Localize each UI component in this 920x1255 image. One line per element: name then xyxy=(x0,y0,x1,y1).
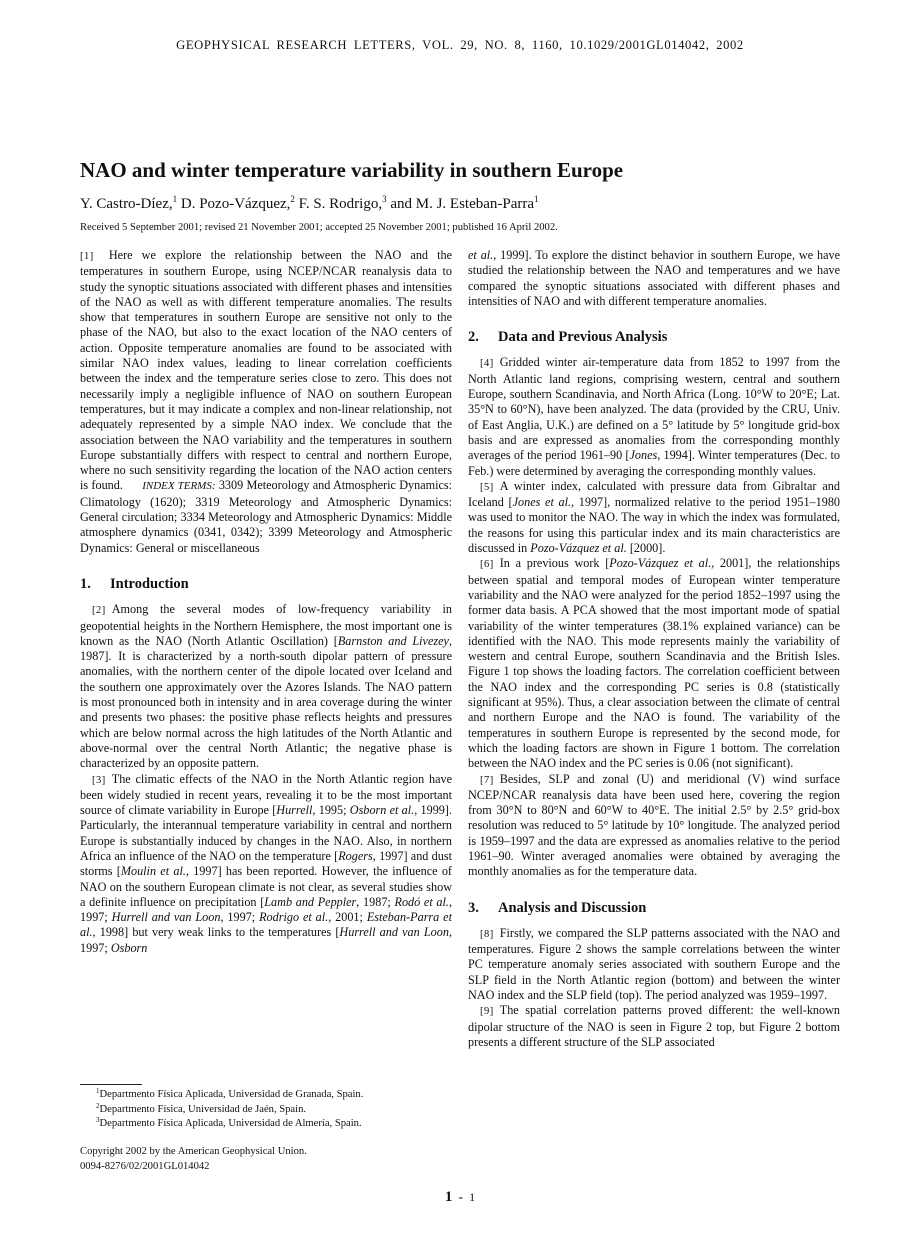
text-run: , 1997] has been reported. However, the influence of NAO on the southern European climate is not clear, as several studies show a definite influence on precipitation [ xyxy=(80,864,452,909)
paragraph-number: [3] xyxy=(92,774,106,786)
citation-author: Esteban-Parra et al. xyxy=(80,910,452,940)
text-run: Firstly, we compared the SLP patterns associated with the NAO and temperatures. Figure 2 shows the sample correlations between the winter PC temperature anomaly series associated with southern Europe and the SLP field in the North Atlantic region (bottom) and between the winter NAO index and the SLP field (top). The period analyzed was 1959–1997. xyxy=(468,925,840,1003)
text-run: , 1997; xyxy=(80,894,452,925)
citation-author: Jones et al. xyxy=(512,495,572,510)
abstract-text: Here we explore the relationship between the NAO and the temperatures in southern Europe, using NCEP/NCAR reanalysis data to study the synoptic situations associated with different phases and intensities of the NAO as well as with different temperature anomalies. The results show that temperatures in southern Europe are sensitive not only to the phase of the NAO, but also to the exact location of the NAO centers of action. Opposite temperature anomalies are found to be associated with similar NAO index values, leading to linear correlation coefficients between the index and the temperature series close to zero. This does not necessarily imply a negligible influence of NAO on southern European temperatures, but it may indicate a complex and non-linear relationship, not adequately represented by a simple NAO index. We conclude that the association between the NAO variability and the temperatures in southern Europe substantially differs with respect to central and northern Europe, where no such sensitivity regarding the location of the NAO action centers is found. xyxy=(80,248,453,493)
footnote-divider xyxy=(80,1084,142,1085)
section-heading-analysis: 3. Analysis and Discussion xyxy=(468,899,647,916)
text-run: The climatic effects of the NAO in the North Atlantic region have been widely studied in recent years, revealing it to be the most important source of climate variability in Europe [ xyxy=(80,771,452,818)
footnote: $^2$Departmento Física, Universidad de Jaén, Spain. xyxy=(96,1101,307,1115)
running-head: GEOPHYSICAL RESEARCH LETTERS, VOL. 29, NO. 8, 1160, 10.1029/2001GL014042, 2002 xyxy=(176,38,744,52)
author: D. Pozo-Vázquez,$^2$ xyxy=(177,194,295,212)
author-list xyxy=(80,196,539,213)
footnote: $^1$Departmento Física Aplicada, Universidad de Granada, Spain. xyxy=(96,1087,364,1100)
paragraph-number: [4] xyxy=(480,358,494,370)
citation-author: Rodó et al. xyxy=(394,894,449,909)
citation-author: Hurrell and van Loon xyxy=(339,925,449,940)
right-column xyxy=(468,248,840,1050)
text-run: , 1998] but very weak links to the temperatures [ xyxy=(92,925,340,940)
paragraph xyxy=(468,926,840,1003)
text-run: A winter index, calculated with pressure data from Gibraltar and Iceland [ xyxy=(468,478,840,510)
paragraph-number: [5] xyxy=(480,481,494,493)
text-run: In a previous work [ xyxy=(499,556,610,571)
text-run: , 1987; xyxy=(356,894,395,909)
text-run: Besides, SLP and zonal (U) and meridional (V) wind surface NCEP/NCAR reanalysis data have been used here, covering the region from 30°N to 80°N and 60°W to 40°E. The initial 2.5° by 2.5° grid-box resolution was reduced to 5° latitude by 10° longitude. The analyzed period is 1959–1997 and the data are expressed as anomalies relative to the period 1961–90. Winter averaged anomalies were obtained by averaging the monthly anomalies as for the temperature data. xyxy=(468,771,840,879)
index-terms: 3309 Meteorology and Atmospheric Dynamics: Climatology (1620); 3319 Meteorology and Atmospheric Dynamics: General circulation; 3334 Meteorology and Atmospheric Dynamics: Middle atmosphere dynamics (0341, 0342); 3399 Meteorology and Atmospheric Dynamics: General or miscellaneous xyxy=(80,478,453,555)
text-run: , 1994]. Winter temperatures (Dec. to Feb.) were determined by averaging the corresponding monthly values. xyxy=(468,448,840,478)
paragraph xyxy=(468,355,840,478)
text-run: , 1997; xyxy=(80,925,452,955)
left-column xyxy=(80,248,452,956)
footnote: $^3$Departmento Física Aplicada, Universidad de Almería, Spain. xyxy=(96,1116,362,1130)
citation-author: Jones xyxy=(629,448,658,463)
text-run: , 2001], the relationships between spatial and temporal modes of European winter temperature variability and the NAO were analyzed for the period 1852–1997 using the former data basis. A PCA showed that the most important mode of spatial variability of the winter temperatures (38.1% explained variance) can be identified with the NAO. This mode represents mainly the variability of western and central Europe, southern Scandinavia and the British Isles. Figure 1 top shows the loading factors. The correlation coefficient between the NAO index and the corresponding PC series is 0.8 (statistically significant at 95%). Thus, a clear association between the climate of central and northern Europe and the NAO is found. The variability of the temperatures in southern Europe is represented by the second mode, for which the loading factors are shown in Figure 1 bottom. The correlation between the NAO index and the PC series is 0.06 (not significant). xyxy=(468,556,840,771)
text-run: , 1997; xyxy=(220,910,260,925)
author: Y. Castro-Díez,$^1$ xyxy=(80,194,178,212)
citation-author: Rodrigo et al. xyxy=(259,910,329,925)
section-heading-data: 2. Data and Previous Analysis xyxy=(468,329,668,346)
text-run: , 1999]. To explore the distinct behavior in southern Europe, we have studied the relationship between the NAO and temperatures and we have compared the synoptic situations associated with different phases and intensities of NAO and with different temperature anomalies. xyxy=(468,248,841,308)
paragraph-number: [8] xyxy=(480,928,494,940)
citation-author: Osborn et al. xyxy=(349,803,415,818)
text-run: [2000]. xyxy=(626,541,666,556)
paragraph-number: [6] xyxy=(480,559,494,571)
affiliation-footnotes xyxy=(96,1088,363,1132)
author: and M. J. Esteban-Parra$^1$ xyxy=(386,194,539,212)
text-run: , 1997], normalized relative to the period 1951–1980 was used to monitor the NAO. The way in which the index was formulated, the reasons for using this particular index and its main characteristics are discussed in xyxy=(468,495,841,556)
citation-author: Hurrell xyxy=(276,803,313,818)
abstract xyxy=(80,248,452,556)
paper-title: NAO and winter temperature variability in southern Europe xyxy=(80,158,624,182)
citation-author: Pozo-Vázquez et al. xyxy=(530,541,627,556)
section-heading-introduction: 1. Introduction xyxy=(80,575,189,592)
text-run: , 1997] and dust storms [ xyxy=(80,848,452,879)
paragraph-number: [7] xyxy=(480,774,494,786)
text-run: Gridded winter air-temperature data from 1852 to 1997 from the North Atlantic land regions, comprising western, central and southern Europe, southern Scandinavia, and North Africa (Long. 10°W to 20°E; Lat. 35°N to 60°N), have been analyzed. The data (provided by the CRU, Univ. of East Anglia, U.K.) are defined on a 5° latitude by 5° longitude grid-box basis and are expressed as anomalies from the corresponding monthly averages of the period 1961–90 [ xyxy=(468,355,840,463)
text-run: , 2001; xyxy=(328,910,367,925)
paragraph-number: [2] xyxy=(92,605,106,617)
paragraph-number: [1] xyxy=(80,251,94,262)
paragraph xyxy=(80,602,452,771)
paragraph xyxy=(468,479,840,556)
citation-author: Osborn xyxy=(110,940,148,955)
citation-author: Rogers xyxy=(338,848,373,863)
text-run: The spatial correlation patterns proved different: the well-known dipolar structure of the NAO is seen in Figure 2 top, but Figure 2 bottom presents a different structure of the SLP associated xyxy=(468,1003,840,1049)
paragraph xyxy=(80,772,452,957)
text-run: , 1987]. It is characterized by a north-south dipolar pattern of pressure anomalies, with the northern center of the dipole located over Iceland and the southern one approximately over the Azores Islands. The NAO pattern is most pronounced both in intensity and in area coverage during the winter and presents two phases: the positive phase reflects heights and pressures which are below normal across the high latitudes of the North Atlantic and above-normal over the central North Atlantic; the negative phase is characterized by an opposite pattern. xyxy=(80,633,452,771)
citation-author: Barnston and Livezey xyxy=(337,633,449,648)
paragraph xyxy=(468,772,840,880)
paragraph-number: [9] xyxy=(480,1006,494,1018)
text-run: , 1999]. Particularly, the interannual temperature variability in central and northern Europe is substantially induced by changes in the NAO. Also, in northern Africa an influence of the NAO on the temperature [ xyxy=(80,803,453,863)
received-dates: Received 5 September 2001; revised 21 November 2001; accepted 25 November 2001; published 16 April 2002. xyxy=(80,222,558,233)
text-run: , 1995; xyxy=(312,803,350,818)
paragraph xyxy=(468,1003,840,1050)
copyright-notice: Copyright 2002 by the American Geophysical Union. 0094-8276/02/2001GL014042 xyxy=(80,1146,307,1172)
text-run: Among the several modes of low-frequency variability in geopotential heights in the Northern Hemisphere, the most important one is known as the NAO (North Atlantic Oscillation) [ xyxy=(80,602,452,648)
citation-author: Pozo-Vázquez et al. xyxy=(609,556,712,571)
author: F. S. Rodrigo,$^3$ xyxy=(294,194,387,212)
citation-author: et al. xyxy=(468,248,494,262)
page-number: 1 - 1 xyxy=(444,1189,476,1205)
citation-author: Hurrell and van Loon xyxy=(111,910,221,925)
citation-author: Moulin et al. xyxy=(120,864,186,879)
paragraph xyxy=(468,556,840,771)
citation-author: Lamb and Peppler xyxy=(264,894,357,909)
index-terms-label: INDEX TERMS: xyxy=(142,480,216,493)
paragraph-continued xyxy=(468,248,840,309)
